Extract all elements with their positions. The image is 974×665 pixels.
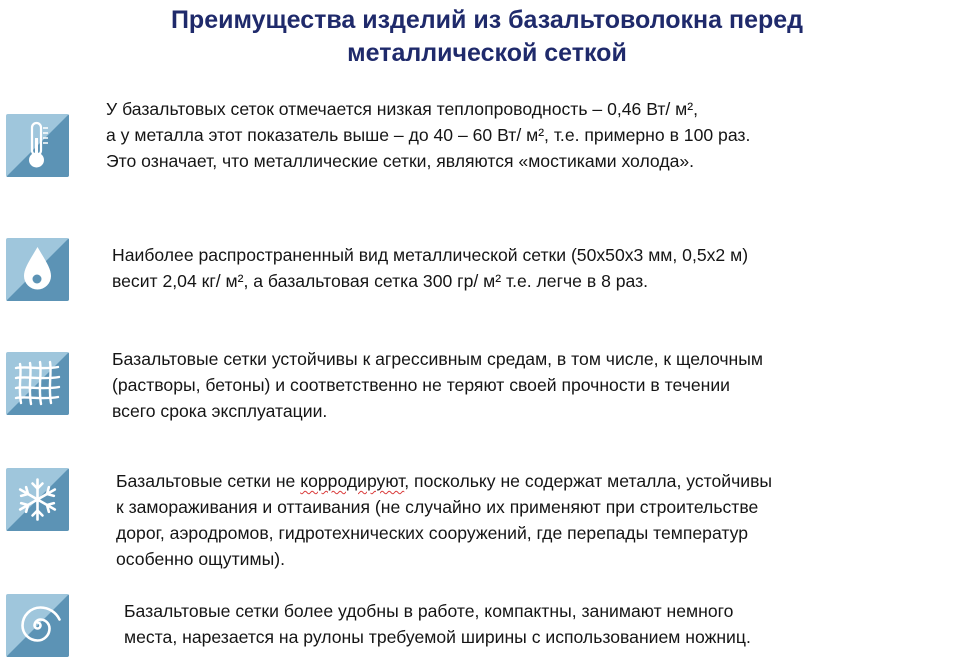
text-line: места, нарезается на рулоны требуемой ширины с использованием ножниц. bbox=[124, 627, 751, 647]
page-title-line-1: Преимущества изделий из базальтоволокна перед bbox=[170, 6, 804, 34]
advantage-text-corrosion bbox=[116, 468, 772, 572]
spiral-icon bbox=[6, 594, 69, 657]
text-line: Базальтовые сетки устойчивы к агрессивным средам, в том числе, к щелочным bbox=[112, 349, 763, 369]
thermometer-icon bbox=[6, 114, 69, 177]
water-drop-icon bbox=[6, 238, 69, 301]
snowflake-icon bbox=[6, 468, 69, 531]
text-line: дорог, аэродромов, гидротехнических сооружений, где перепады температур bbox=[116, 523, 748, 543]
text-line: к замораживания и оттаивания (не случайно их применяют при строительстве bbox=[116, 497, 759, 517]
text-line: (растворы, бетоны) и соответственно не теряют своей прочности в течении bbox=[112, 375, 731, 395]
spellcheck-word: корродируют bbox=[300, 471, 405, 491]
advantage-text-convenience bbox=[124, 598, 751, 650]
text-line: У базальтовых сеток отмечается низкая теплопроводность – 0,46 Вт/ м², bbox=[106, 99, 699, 119]
text-line: Это означает, что металлические сетки, являются «мостиками холода». bbox=[106, 151, 695, 171]
advantage-text-weight bbox=[112, 242, 748, 294]
mesh-icon bbox=[6, 352, 69, 415]
text-line: Базальтовые сетки более удобны в работе, компактны, занимают немного bbox=[124, 601, 734, 621]
text-line: а у металла этот показатель выше – до 40 – 60 Вт/ м², т.е. примерно в 100 раз. bbox=[106, 125, 751, 145]
text-line: Базальтовые сетки не корродируют, поскольку не содержат металла, устойчивы bbox=[116, 471, 773, 491]
advantage-text-chemical bbox=[112, 346, 763, 424]
text-line: весит 2,04 кг/ м², а базальтовая сетка 300 гр/ м² т.е. легче в 8 раз. bbox=[112, 271, 649, 291]
page-title bbox=[0, 4, 974, 70]
text-line: особенно ощутимы). bbox=[116, 549, 285, 569]
advantage-text-thermal bbox=[106, 96, 750, 174]
page-title-line-2: металлической сеткой bbox=[347, 39, 627, 67]
text-line: Наиболее распространенный вид металлической сетки (50х50х3 мм, 0,5х2 м) bbox=[112, 245, 749, 265]
text-line: всего срока эксплуатации. bbox=[112, 401, 328, 421]
